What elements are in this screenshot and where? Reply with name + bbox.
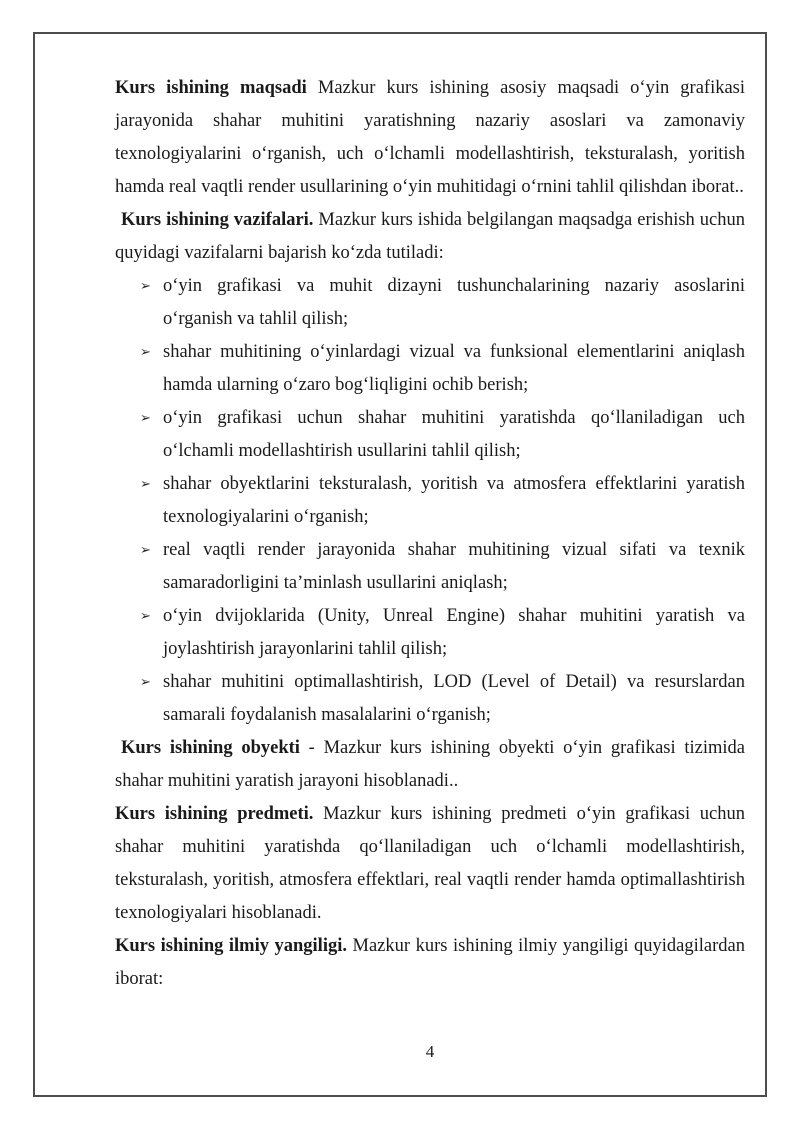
arrow-bullet-icon: ➢	[140, 609, 151, 624]
arrow-bullet-icon: ➢	[140, 345, 151, 360]
arrow-bullet-icon: ➢	[140, 279, 151, 294]
page-number: 4	[425, 1042, 435, 1061]
list-item	[115, 666, 745, 732]
paragraph-vazifalari-text: Mazkur kurs ishida belgilangan maqsadga erishish uchun quyidagi vazifalarni bajarish koʻzda tutiladi:	[115, 210, 745, 263]
paragraph-ilmiy-yangiligi	[115, 930, 745, 996]
arrow-bullet-icon: ➢	[140, 543, 151, 558]
list-item	[115, 336, 745, 402]
paragraph-maqsadi	[115, 72, 745, 204]
list-item	[115, 468, 745, 534]
page-content	[115, 72, 745, 996]
task-list	[115, 270, 745, 732]
paragraph-predmeti	[115, 798, 745, 930]
paragraph-obyekti	[115, 732, 745, 798]
task-text: shahar obyektlarini teksturalash, yoritish va atmosfera effektlarini yaratish texnologiyalarini oʻrganish;	[163, 474, 745, 527]
list-item	[115, 534, 745, 600]
paragraph-ilmiy-yangiligi-text: Mazkur kurs ishining ilmiy yangiligi quyidagilardan iborat:	[115, 936, 745, 989]
paragraph-maqsadi-text: Mazkur kurs ishining asosiy maqsadi oʻyin grafikasi jarayonida shahar muhitini yaratishning nazariy asoslari va zamonaviy texnologiyalarini oʻrganish, uch oʻlchamli modellashtirish, teksturalash, yoritish hamda real vaqtli render usullarining oʻyin muhitidagi oʻrnini tahlil qilishdan iborat..	[115, 78, 746, 197]
task-text: shahar muhitining oʻyinlardagi vizual va funksional elementlarini aniqlash hamda ularning oʻzaro bogʻliqligini ochib berish;	[163, 342, 745, 395]
paragraph-vazifalari-heading: Kurs ishining vazifalari.	[121, 210, 314, 230]
paragraph-obyekti-text: - Mazkur kurs ishining obyekti oʻyin grafikasi tizimida shahar muhitini yaratish jarayoni hisoblanadi..	[115, 738, 745, 791]
arrow-bullet-icon: ➢	[140, 411, 151, 426]
paragraph-obyekti-heading: Kurs ishining obyekti	[121, 738, 300, 758]
paragraph-maqsadi-heading: Kurs ishining maqsadi	[115, 78, 307, 98]
task-text: shahar muhitini optimallashtirish, LOD (Level of Detail) va resurslardan samarali foydalanish masalalarini oʻrganish;	[163, 672, 745, 725]
paragraph-ilmiy-yangiligi-heading: Kurs ishining ilmiy yangiligi.	[115, 936, 347, 956]
paragraph-predmeti-text: Mazkur kurs ishining predmeti oʻyin grafikasi uchun shahar muhitini yaratishda qoʻllaniladigan uch oʻlchamli modellashtirish, teksturalash, yoritish, atmosfera effektlari, real vaqtli render hamda optimallashtirish texnologiyalari hisoblanadi.	[115, 804, 745, 923]
page-border	[33, 32, 767, 1097]
paragraph-predmeti-heading: Kurs ishining predmeti.	[115, 804, 314, 824]
page-footer	[115, 1042, 745, 1062]
arrow-bullet-icon: ➢	[140, 477, 151, 492]
arrow-bullet-icon: ➢	[140, 675, 151, 690]
list-item	[115, 270, 745, 336]
list-item	[115, 600, 745, 666]
task-text: oʻyin dvijoklarida (Unity, Unreal Engine) shahar muhitini yaratish va joylashtirish jarayonlarini tahlil qilish;	[163, 606, 745, 659]
paragraph-vazifalari	[115, 204, 745, 270]
list-item	[115, 402, 745, 468]
task-text: oʻyin grafikasi va muhit dizayni tushunchalarining nazariy asoslarini oʻrganish va tahlil qilish;	[163, 276, 745, 329]
task-text: oʻyin grafikasi uchun shahar muhitini yaratishda qoʻllaniladigan uch oʻlchamli modellashtirish usullarini tahlil qilish;	[163, 408, 745, 461]
task-text: real vaqtli render jarayonida shahar muhitining vizual sifati va texnik samaradorligini taʼminlash usullarini aniqlash;	[163, 540, 745, 593]
